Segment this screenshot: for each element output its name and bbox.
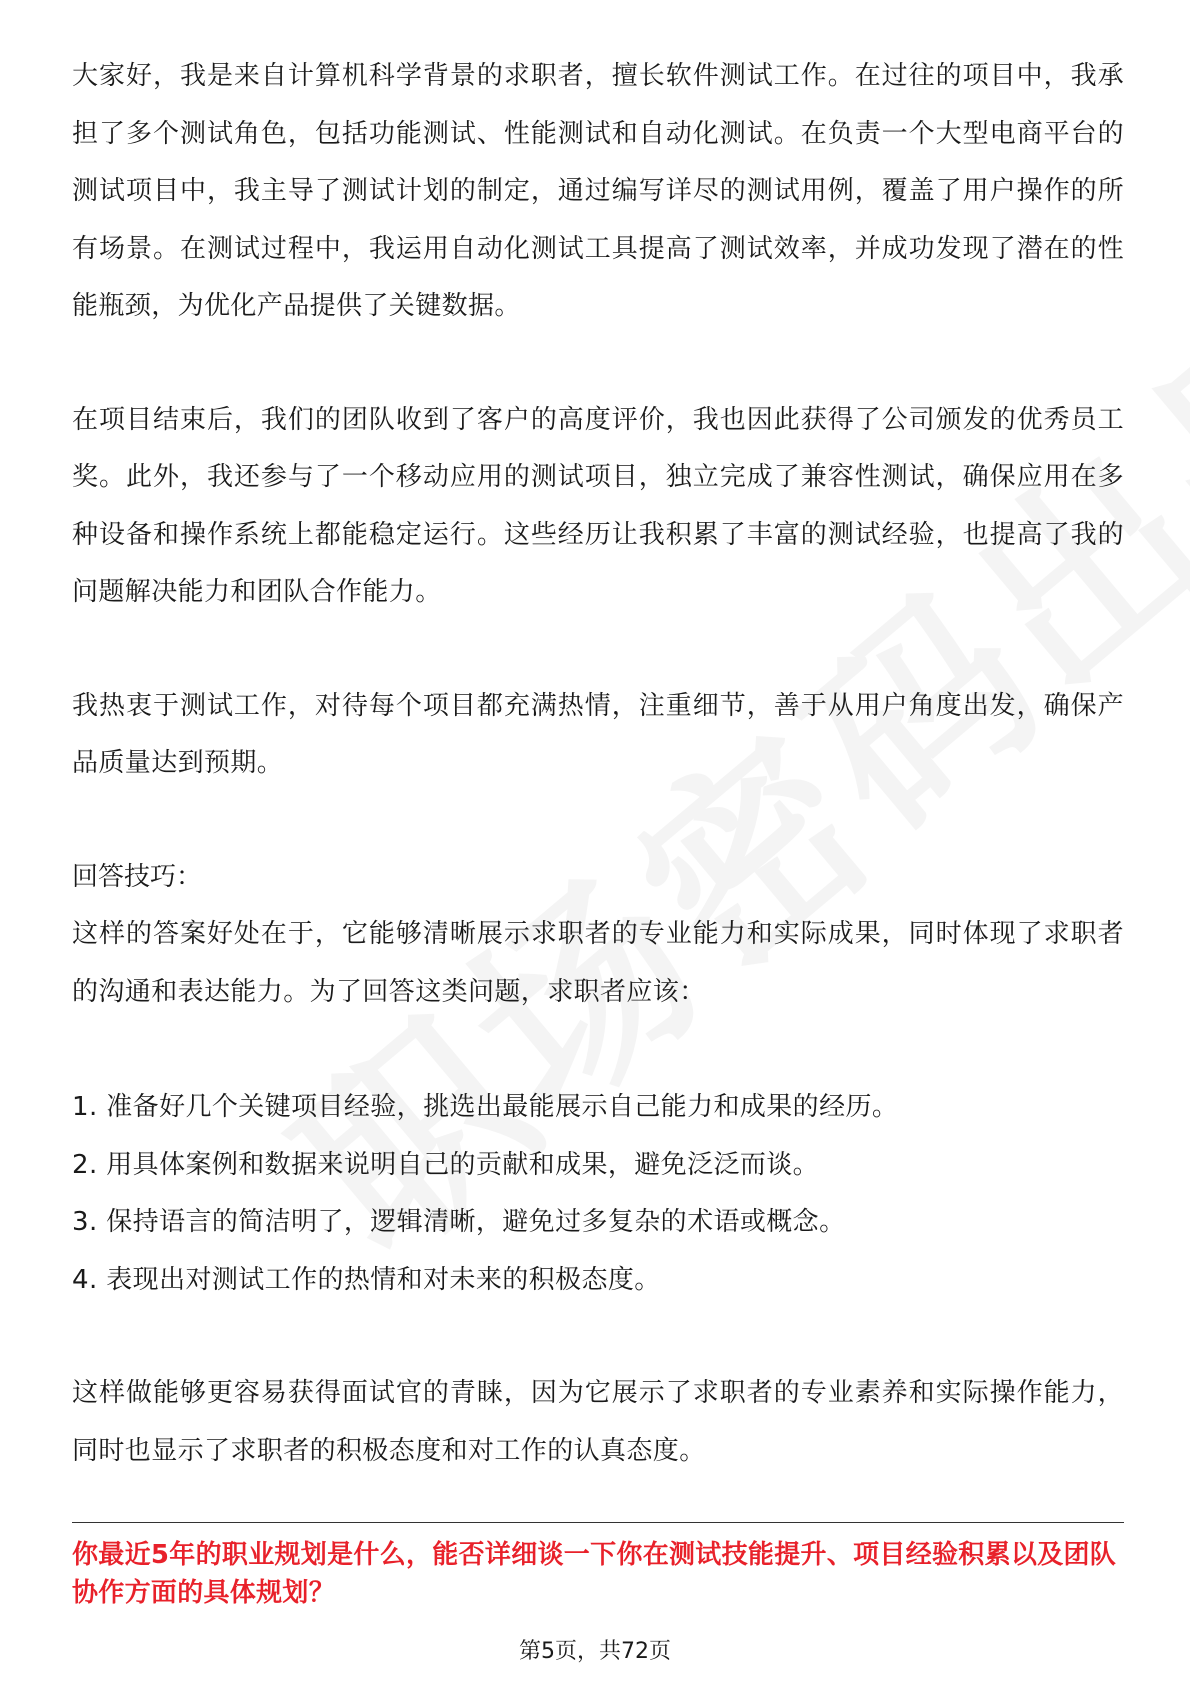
answer-paragraph-2: 在项目结束后，我们的团队收到了客户的高度评价，我也因此获得了公司颁发的优秀员工奖。此外，我还参与了一个移动应用的测试项目，独立完成了兼容性测试，确保应用在多种设备和操作系统上都能稳定运行。这些经历让我积累了丰富的测试经验，也提高了我的问题解决能力和团队合作能力。 <box>72 404 1124 607</box>
tips-intro: 这样的答案好处在于，它能够清晰展示求职者的专业能力和实际成果，同时体现了求职者的沟通和表达能力。为了回答这类问题，求职者应该： <box>72 919 1124 1007</box>
tips-conclusion: 这样做能够更容易获得面试官的青睐，因为它展示了求职者的专业素养和实际操作能力，同时也显示了求职者的积极态度和对工作的认真态度。 <box>72 1378 1124 1466</box>
document-body <box>72 48 1124 1480</box>
tips-list-item: 1. 准备好几个关键项目经验，挑选出最能展示自己能力和成果的经历。 <box>72 1092 899 1122</box>
section-divider <box>72 1522 1124 1523</box>
paragraph-spacer <box>72 793 1124 849</box>
next-question-heading: 你最近5年的职业规划是什么，能否详细谈一下你在测试技能提升、项目经验积累以及团队协作方面的具体规划？ <box>72 1540 1117 1608</box>
paragraph-spacer <box>72 336 1124 392</box>
answer-paragraph-3: 我热衷于测试工作，对待每个项目都充满热情，注重细节，善于从用户角度出发，确保产品质量达到预期。 <box>72 690 1124 778</box>
answer-paragraph-1: 大家好，我是来自计算机科学背景的求职者，擅长软件测试工作。在过往的项目中，我承担了多个测试角色，包括功能测试、性能测试和自动化测试。在负责一个大型电商平台的测试项目中，我主导了测试计划的制定，通过编写详尽的测试用例，覆盖了用户操作的所有场景。在测试过程中，我运用自动化测试工具提高了测试效率，并成功发现了潜在的性能瓶颈，为优化产品提供了关键数据。 <box>72 61 1124 321</box>
tips-heading: 回答技巧： <box>72 861 203 892</box>
paragraph-spacer <box>72 1309 1124 1365</box>
paragraph-spacer <box>72 622 1124 678</box>
paragraph-spacer <box>72 1021 1124 1079</box>
tips-list-item: 3. 保持语言的简洁明了，逻辑清晰，避免过多复杂的术语或概念。 <box>72 1207 846 1237</box>
tips-list-item: 4. 表现出对测试工作的热情和对未来的积极态度。 <box>72 1264 661 1295</box>
tips-list-item: 2. 用具体案例和数据来说明自己的贡献和成果，避免泛泛而谈。 <box>72 1149 820 1180</box>
page-number-footer: 第5页，共72页 <box>519 1639 671 1664</box>
tips-list <box>72 1079 1124 1309</box>
